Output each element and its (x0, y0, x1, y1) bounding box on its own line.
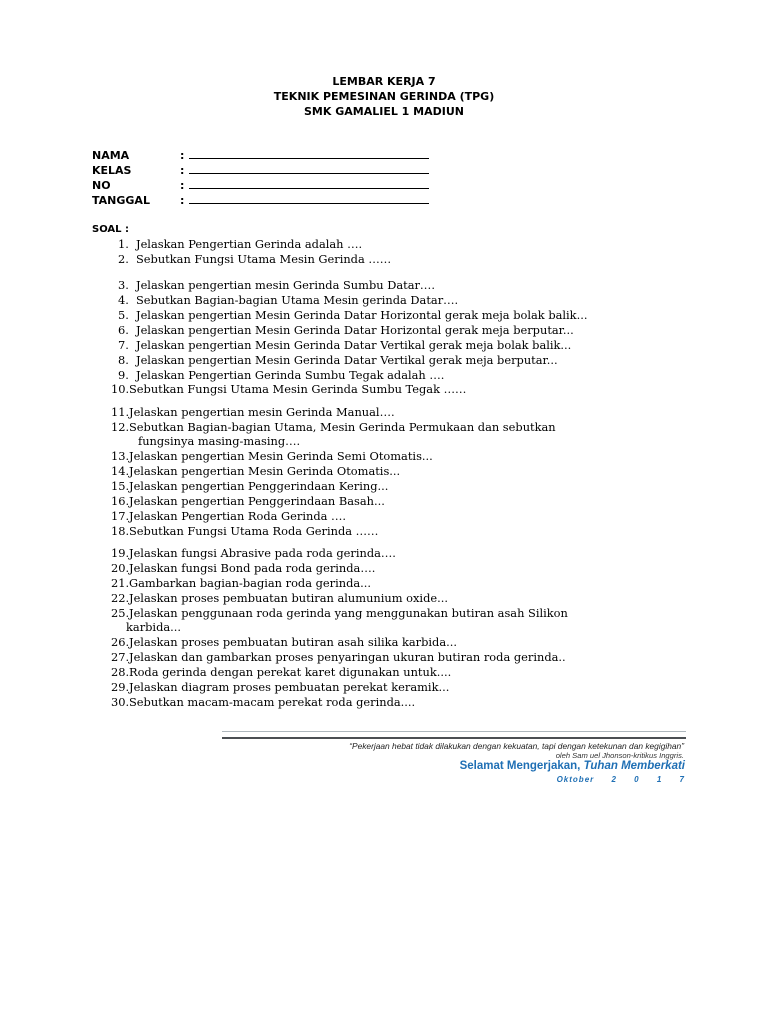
date-month: Oktober (556, 775, 595, 784)
footer-divider (222, 737, 686, 739)
question-text: Sebutkan Bagian-bagian Utama, Mesin Gerinda Permukaan dan sebutkan (129, 420, 556, 434)
question-number: 7. (118, 338, 129, 352)
question-item (118, 252, 391, 267)
question-item (111, 650, 566, 665)
question-number: 20. (111, 561, 130, 575)
question-number: 15. (111, 479, 130, 493)
footer-greeting (460, 760, 685, 772)
question-item (111, 420, 556, 435)
question-item (111, 546, 396, 561)
question-text: Jelaskan pengertian mesin Gerinda Manual…. (129, 405, 395, 419)
date-digit: 0 (634, 775, 640, 784)
question-text: Jelaskan penggunaan roda gerinda yang menggunakan butiran asah Silikon (129, 606, 568, 620)
question-item (111, 449, 433, 464)
question-text: Jelaskan pengertian Penggerindaan Basah... (129, 494, 385, 508)
question-item (118, 278, 435, 293)
footer-quote: “Pekerjaan hebat tidak dilakukan dengan kekuatan, tapi dengan ketekunan dan kegigihan” (349, 741, 684, 751)
question-item (111, 464, 400, 479)
greeting-blessing: Tuhan Memberkati (583, 760, 685, 772)
question-number: 25. (111, 606, 130, 620)
question-text: Jelaskan pengertian Mesin Gerinda Datar Vertikal gerak meja bolak balik... (136, 338, 572, 352)
question-item (111, 591, 448, 606)
identity-row-no (92, 178, 452, 193)
question-item (111, 665, 451, 680)
question-item (111, 509, 346, 524)
question-number: 6. (118, 323, 129, 337)
question-text: Jelaskan pengertian Penggerindaan Kering... (129, 479, 389, 493)
question-number: 17. (111, 509, 130, 523)
question-text: Sebutkan Fungsi Utama Mesin Gerinda Sumbu Tegak …… (129, 382, 467, 396)
header-school: SMK GAMALIEL 1 MADIUN (304, 105, 464, 118)
question-item (111, 635, 457, 650)
question-text: Jelaskan pengertian Mesin Gerinda Otomatis... (129, 464, 401, 478)
identity-colon: : (180, 164, 185, 177)
question-item (111, 561, 375, 576)
identity-label: NAMA (92, 149, 130, 162)
question-number: 30. (111, 695, 130, 709)
question-text: Jelaskan fungsi Bond pada roda gerinda…. (129, 561, 376, 575)
question-continuation: fungsinya masing-masing…. (138, 434, 301, 448)
question-text: Jelaskan proses pembuatan butiran alumunium oxide... (129, 591, 448, 605)
question-item (111, 680, 449, 695)
header-title: LEMBAR KERJA 7 (332, 75, 436, 88)
identity-label: NO (92, 179, 111, 192)
question-text: Jelaskan Pengertian Roda Gerinda …. (129, 509, 347, 523)
question-number: 10. (111, 382, 130, 396)
question-number: 11. (111, 405, 130, 419)
question-number: 22. (111, 591, 130, 605)
identity-label: KELAS (92, 164, 132, 177)
question-text: Sebutkan Bagian-bagian Utama Mesin gerinda Datar…. (136, 293, 459, 307)
question-text: Gambarkan bagian-bagian roda gerinda... (129, 576, 372, 590)
identity-colon: : (180, 179, 185, 192)
question-text: Jelaskan Pengertian Gerinda adalah …. (136, 237, 363, 251)
question-item (111, 479, 388, 494)
question-number: 27. (111, 650, 130, 664)
question-text: Sebutkan macam-macam perekat roda gerinda.... (129, 695, 416, 709)
question-continuation: karbida... (126, 620, 182, 634)
footer-divider (222, 731, 686, 732)
footer-date (557, 775, 685, 784)
question-text: Jelaskan diagram proses pembuatan perekat keramik... (129, 680, 450, 694)
worksheet-header (0, 74, 768, 119)
question-number: 28. (111, 665, 130, 679)
question-text: Jelaskan pengertian Mesin Gerinda Datar Horizontal gerak meja bolak balik... (136, 308, 588, 322)
identity-blank-line[interactable] (189, 173, 429, 174)
identity-colon: : (180, 194, 185, 207)
question-text: Jelaskan pengertian mesin Gerinda Sumbu Datar…. (136, 278, 435, 292)
question-number: 1. (118, 237, 129, 251)
identity-row-kelas (92, 163, 452, 178)
question-number: 19. (111, 546, 130, 560)
soal-label: SOAL : (92, 224, 130, 235)
question-item (118, 353, 558, 368)
question-number: 3. (118, 278, 129, 292)
question-item (111, 524, 378, 539)
question-text: Sebutkan Fungsi Utama Roda Gerinda …… (129, 524, 379, 538)
question-item (111, 576, 371, 591)
question-number: 21. (111, 576, 130, 590)
question-text: Jelaskan Pengertian Gerinda Sumbu Tegak adalah …. (136, 368, 445, 382)
question-text: Jelaskan pengertian Mesin Gerinda Datar Horizontal gerak meja berputar... (136, 323, 574, 337)
identity-row-tanggal (92, 193, 452, 208)
question-text: Jelaskan pengertian Mesin Gerinda Semi Otomatis... (129, 449, 433, 463)
question-number: 5. (118, 308, 129, 322)
question-number: 9. (118, 368, 129, 382)
question-text: Sebutkan Fungsi Utama Mesin Gerinda …… (136, 252, 392, 266)
question-item (118, 323, 574, 338)
question-item (111, 405, 395, 420)
question-item (118, 308, 587, 323)
greeting-text: Selamat Mengerjakan, (459, 760, 581, 772)
identity-row-nama (92, 148, 452, 163)
question-item (118, 368, 444, 383)
date-digit: 7 (679, 775, 685, 784)
question-number: 18. (111, 524, 130, 538)
question-item (111, 695, 415, 710)
date-digit: 2 (611, 775, 617, 784)
question-number: 8. (118, 353, 129, 367)
footer-quote-author: oleh Sam uel Jhonson-kritikus Inggris. (555, 751, 684, 760)
question-item (118, 237, 362, 252)
question-item (111, 382, 466, 397)
question-item (111, 606, 568, 621)
header-subject: TEKNIK PEMESINAN GERINDA (TPG) (273, 90, 495, 103)
question-item (111, 494, 385, 509)
question-item (118, 293, 458, 308)
identity-blank-line[interactable] (189, 188, 429, 189)
question-number: 2. (118, 252, 129, 266)
identity-blank-line[interactable] (189, 158, 429, 159)
question-number: 14. (111, 464, 130, 478)
question-text: Jelaskan pengertian Mesin Gerinda Datar Vertikal gerak meja berputar... (136, 353, 558, 367)
question-text: Roda gerinda dengan perekat karet digunakan untuk.... (129, 665, 452, 679)
question-number: 16. (111, 494, 130, 508)
identity-blank-line[interactable] (189, 203, 429, 204)
question-number: 12. (111, 420, 130, 434)
question-number: 13. (111, 449, 130, 463)
question-text: Jelaskan dan gambarkan proses penyaringan ukuran butiran roda gerinda.. (129, 650, 566, 664)
question-text: Jelaskan proses pembuatan butiran asah silika karbida... (129, 635, 457, 649)
identity-colon: : (180, 149, 185, 162)
question-item (118, 338, 571, 353)
question-number: 29. (111, 680, 130, 694)
date-digit: 1 (656, 775, 663, 784)
identity-label: TANGGAL (92, 194, 150, 207)
identity-fields (92, 148, 452, 208)
question-number: 4. (118, 293, 129, 307)
question-text: Jelaskan fungsi Abrasive pada roda gerinda…. (129, 546, 396, 560)
question-number: 26. (111, 635, 130, 649)
